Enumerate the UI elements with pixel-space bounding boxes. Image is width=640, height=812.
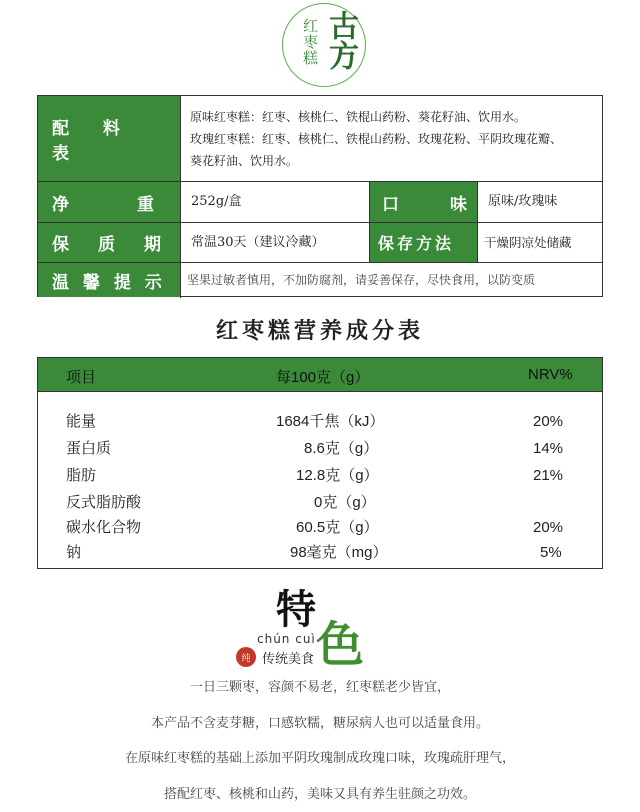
tip-label: 温 馨 提 示 xyxy=(38,263,180,297)
row-item: 反式脂肪酸 xyxy=(66,494,142,511)
brand-logo xyxy=(282,3,366,87)
row-amount: 98毫克（mg） xyxy=(290,544,388,561)
row-item: 碳水化合物 xyxy=(66,519,142,536)
nutrition-table xyxy=(37,357,603,569)
shelf-life-label: 保 质 期 xyxy=(38,223,180,262)
ingredients-line-3: 葵花籽油、饮用水。 xyxy=(190,154,299,168)
description-line-1: 一日三颗枣，容颜不易老，红枣糕老少皆宜， xyxy=(189,680,450,695)
ingredients-value xyxy=(190,106,600,172)
row-item: 钠 xyxy=(66,544,82,561)
feature-char-te: 特 xyxy=(276,586,316,633)
row-amount: 12.8克（g） xyxy=(296,467,379,484)
header-item: 项目 xyxy=(66,369,97,386)
nutrition-row xyxy=(38,515,602,541)
weight-value: 252g/盒 xyxy=(191,194,242,209)
nutrition-row xyxy=(38,436,602,462)
logo-big-text: 古方 xyxy=(323,10,358,70)
storage-value: 干燥阴凉处储藏 xyxy=(484,234,572,250)
ingredients-label: 配 料 表 xyxy=(38,96,180,181)
logo-small-text: 红枣糕 xyxy=(301,18,319,66)
nutrition-header xyxy=(38,358,602,392)
product-spec-table xyxy=(37,95,603,297)
nutrition-row xyxy=(38,463,602,489)
weight-label: 净 重 xyxy=(38,182,180,222)
row-nrv: 5% xyxy=(540,544,562,561)
feature-subtitle: 传统美食 xyxy=(262,652,315,667)
description-line-3: 在原味红枣糕的基础上添加平阴玫瑰制成玫瑰口味，玫瑰疏肝理气， xyxy=(124,751,515,766)
feature-pinyin: chún cuì xyxy=(257,632,316,646)
row-amount: 0克（g） xyxy=(314,494,376,511)
storage-label: 保存方法 xyxy=(370,223,477,262)
row-nrv: 20% xyxy=(533,519,564,536)
nutrition-row xyxy=(38,409,602,435)
shelf-life-value: 常温30天（建议冷藏） xyxy=(191,234,325,250)
row-item: 蛋白质 xyxy=(66,440,112,457)
row-nrv: 20% xyxy=(533,413,564,430)
taste-label: 口 味 xyxy=(370,182,477,222)
row-nrv: 14% xyxy=(533,440,564,457)
row-nrv: 21% xyxy=(533,467,564,484)
ingredients-line-1: 原味红枣糕：红枣、核桃仁、铁棍山药粉、葵花籽油、饮用水。 xyxy=(190,110,527,124)
tip-value: 坚果过敏者慎用，不加防腐剂，请妥善保存，尽快食用，以防变质 xyxy=(187,273,536,287)
row-amount: 8.6克（g） xyxy=(304,440,379,457)
nutrition-title: 红枣糕营养成分表 xyxy=(215,318,424,344)
description-line-4: 搭配红枣、核桃和山药，美味又具有养生驻颜之功效。 xyxy=(163,787,476,802)
description-line-2: 本产品不含麦芽糖，口感软糯，糖尿病人也可以适量食用。 xyxy=(150,716,489,731)
row-item: 脂肪 xyxy=(66,467,97,484)
feature-char-se: 色 xyxy=(316,617,365,673)
taste-value: 原味/玫瑰味 xyxy=(488,194,558,209)
red-seal-icon: 纯 xyxy=(236,647,256,667)
header-nrv: NRV% xyxy=(528,366,573,383)
ingredients-line-2: 玫瑰红枣糕：红枣、核桃仁、铁棍山药粉、玫瑰花粉、平阴玫瑰花瓣、 xyxy=(190,132,563,146)
nutrition-row xyxy=(38,490,602,516)
row-amount: 60.5克（g） xyxy=(296,519,379,536)
row-item: 能量 xyxy=(66,413,97,430)
row-amount: 1684千焦（kJ） xyxy=(276,413,385,430)
nutrition-row xyxy=(38,540,602,566)
header-amount: 每100克（g） xyxy=(276,369,370,386)
